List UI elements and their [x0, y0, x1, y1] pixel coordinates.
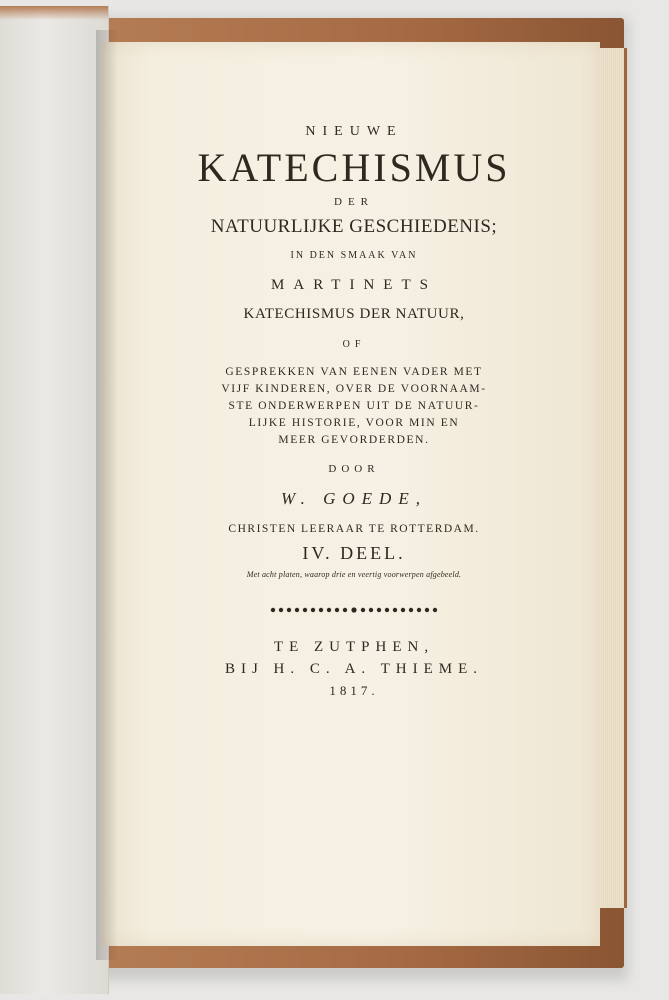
subtitle-line: GESPREKKEN VAN EENEN VADER MET [225, 366, 483, 378]
plates-note: Met acht platen, waarop drie en veertig voorwerpen afgebeeld. [246, 570, 462, 579]
subtitle-line: STE ONDERWERPEN UIT DE NATUUR- [228, 400, 480, 412]
subtitle-line: MEER GEVORDERDEN. [278, 434, 430, 446]
title-line-der: DER [334, 196, 374, 208]
main-title: KATECHISMUS [197, 145, 511, 190]
spine-gutter [96, 30, 118, 960]
subtitle-line: VIJF KINDEREN, OVER DE VOORNAAM- [221, 383, 487, 395]
title-line-nieuwe: NIEUWE [305, 124, 403, 139]
imprint-year: 1817. [329, 683, 379, 698]
door-label: DOOR [328, 463, 380, 475]
title-line-of: OF [342, 339, 366, 350]
imprint-place: TE ZUTPHEN, [273, 639, 435, 655]
author-name: W. GOEDE, [281, 489, 427, 508]
imprint-publisher: BIJ H. C. A. THIEME. [224, 661, 484, 677]
ornament-rule [269, 605, 439, 615]
subtitle-line: LIJKE HISTORIE, VOOR MIN EN [248, 417, 460, 429]
title-text-block [120, 120, 588, 702]
subtitle-paragraph [120, 364, 588, 449]
front-cover-inside [0, 6, 109, 994]
title-line-katechismus-natuur: KATECHISMUS DER NATUUR, [243, 306, 465, 322]
title-line-natuurlijke: NATUURLIJKE GESCHIEDENIS; [210, 216, 498, 237]
imprint [120, 636, 588, 702]
title-line-martinets: MARTINETS [271, 277, 437, 293]
volume-label: IV. DEEL. [302, 543, 406, 563]
cover-rim [0, 6, 108, 20]
title-line-smaak: IN DEN SMAAK VAN [290, 250, 418, 261]
author-title: CHRISTEN LEERAAR TE ROTTERDAM. [228, 523, 480, 535]
page-edges [596, 48, 627, 908]
